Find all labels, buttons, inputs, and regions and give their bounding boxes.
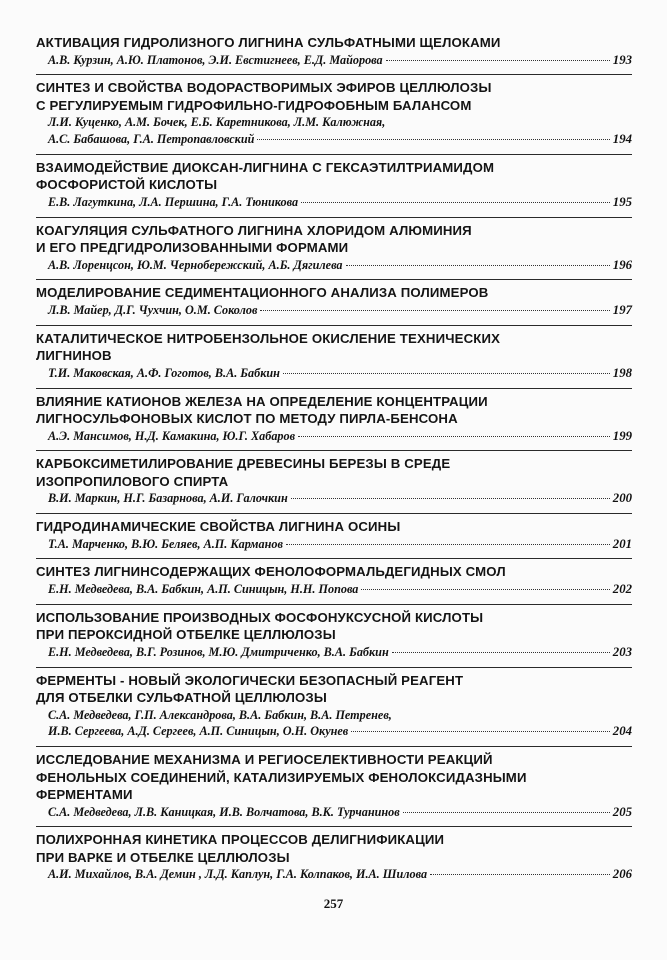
entry-title-line: ИСПОЛЬЗОВАНИЕ ПРОИЗВОДНЫХ ФОСФОНУКСУСНОЙ КИСЛОТЫ [36, 609, 484, 625]
authors-text: Т.И. Маковская, А.Ф. Гоготов, В.А. Бабкин [48, 365, 280, 380]
toc-entry [36, 672, 632, 741]
entry-title-line: ЛИГНОСУЛЬФОНОВЫХ КИСЛОТ ПО МЕТОДУ ПИРЛА-БЕНСОНА [36, 411, 458, 427]
entry-authors-line [36, 644, 632, 661]
entry-title-line: ПРИ ПЕРОКСИДНОЙ ОТБЕЛКЕ ЦЕЛЛЮЛОЗЫ [36, 627, 336, 643]
entry-title-line: АКТИВАЦИЯ ГИДРОЛИЗНОГО ЛИГНИНА СУЛЬФАТНЫМИ ЩЕЛОКАМИ [36, 35, 501, 50]
authors-text: Е.Н. Медведева, В.Г. Розинов, М.Ю. Дмитриченко, В.А. Бабкин [48, 644, 389, 659]
entry-authors-line [36, 302, 632, 319]
entry-page-number: 199 [612, 428, 632, 443]
authors-text: Е.В. Лагуткина, Л.А. Першина, Г.А. Тюникова [48, 194, 299, 209]
entry-separator [36, 667, 632, 668]
entry-separator [36, 217, 632, 218]
entry-title-line: КАТАЛИТИЧЕСКОЕ НИТРОБЕНЗОЛЬНОЕ ОКИСЛЕНИЕ ТЕХНИЧЕСКИХ [36, 330, 501, 346]
dot-leader [430, 873, 610, 875]
dot-leader [392, 651, 610, 653]
toc-entry [36, 393, 632, 445]
entry-separator [36, 74, 632, 75]
entry-authors-line [36, 131, 632, 148]
entry-separator [36, 746, 632, 747]
entry-title-line: ГИДРОДИНАМИЧЕСКИЕ СВОЙСТВА ЛИГНИНА ОСИНЫ [36, 519, 401, 535]
entry-authors-line [36, 365, 632, 382]
entry-page-number: 205 [612, 804, 632, 819]
entry-title-line: ФЕНОЛЬНЫХ СОЕДИНЕНИЙ, КАТАЛИЗИРУЕМЫХ ФЕНОЛОКСИДАЗНЫМИ [36, 769, 527, 785]
entry-authors-line [36, 194, 632, 211]
entry-title-line: ФЕРМЕНТАМИ [36, 787, 133, 803]
toc-entry [36, 518, 632, 552]
entry-page-number: 198 [612, 365, 632, 380]
entry-authors-line [36, 707, 632, 724]
entry-page-number: 196 [612, 257, 632, 272]
authors-text: Т.А. Марченко, В.Ю. Беляев, А.П. Карманов [48, 536, 283, 551]
entry-title-line: ПРИ ВАРКЕ И ОТБЕЛКЕ ЦЕЛЛЮЛОЗЫ [36, 849, 290, 865]
entry-page-number: 195 [612, 194, 632, 209]
dot-leader [346, 264, 610, 266]
entry-title-line: КОАГУЛЯЦИЯ СУЛЬФАТНОГО ЛИГНИНА ХЛОРИДОМ АЛЮМИНИЯ [36, 222, 472, 238]
entry-page-number: 203 [612, 644, 632, 659]
entry-separator [36, 604, 632, 605]
entry-title-line: СИНТЕЗ И СВОЙСТВА ВОДОРАСТВОРИМЫХ ЭФИРОВ ЦЕЛЛЮЛОЗЫ [36, 80, 492, 96]
entry-authors-line [36, 257, 632, 274]
entry-title-line: МОДЕЛИРОВАНИЕ СЕДИМЕНТАЦИОННОГО АНАЛИЗА ПОЛИМЕРОВ [36, 285, 489, 301]
authors-text: Л.И. Куценко, А.М. Бочек, Е.Б. Каретникова, Л.М. Калюжная, [48, 115, 386, 130]
toc-entry [36, 831, 632, 883]
toc-entry [36, 609, 632, 661]
entry-title-line: ИЗОПРОПИЛОВОГО СПИРТА [36, 473, 229, 489]
authors-text: А.И. Михайлов, В.А. Демин , Л.Д. Каплун, Г.А. Колпаков, И.А. Шилова [48, 867, 428, 882]
entry-page-number: 201 [612, 536, 632, 551]
dot-leader [257, 138, 609, 140]
dot-leader [351, 730, 610, 732]
entry-title-line: ИССЛЕДОВАНИЕ МЕХАНИЗМА И РЕГИОСЕЛЕКТИВНОСТИ РЕАКЦИЙ [36, 752, 493, 768]
entry-title-line: ПОЛИХРОННАЯ КИНЕТИКА ПРОЦЕССОВ ДЕЛИГНИФИКАЦИИ [36, 832, 445, 848]
authors-text: А.Э. Мансимов, Н.Д. Камакина, Ю.Г. Хабаров [48, 428, 296, 443]
entry-title-line: ФЕРМЕНТЫ - НОВЫЙ ЭКОЛОГИЧЕСКИ БЕЗОПАСНЫЙ РЕАГЕНТ [36, 672, 464, 688]
authors-text: Е.Н. Медведева, В.А. Бабкин, А.П. Синицын, Н.Н. Попова [48, 581, 359, 596]
entry-page-number: 193 [612, 52, 632, 67]
authors-text: И.В. Сергеева, А.Д. Сергеев, А.П. Синицын, О.Н. Окунев [48, 724, 349, 739]
entry-title-line: И ЕГО ПРЕДГИДРОЛИЗОВАННЫМИ ФОРМАМИ [36, 240, 349, 256]
authors-text: Л.В. Майер, Д.Г. Чухчин, О.М. Соколов [48, 302, 258, 317]
authors-text: А.С. Бабашова, Г.А. Петропавловский [48, 132, 255, 147]
entry-authors-line [36, 723, 632, 740]
entry-page-number: 202 [612, 581, 632, 596]
entry-page-number: 206 [612, 867, 632, 882]
entry-title-line: С РЕГУЛИРУЕМЫМ ГИДРОФИЛЬНО-ГИДРОФОБНЫМ БАЛАНСОМ [36, 97, 472, 113]
entry-authors-line [36, 866, 632, 883]
entry-title-line: ДЛЯ ОТБЕЛКИ СУЛЬФАТНОЙ ЦЕЛЛЮЛОЗЫ [36, 690, 327, 706]
entry-separator [36, 325, 632, 326]
toc-entry [36, 79, 632, 148]
entry-authors-line [36, 428, 632, 445]
dot-leader [386, 59, 610, 61]
table-of-contents [36, 34, 632, 889]
entry-authors-line [36, 536, 632, 553]
toc-entry [36, 222, 632, 274]
authors-text: С.А. Медведева, Л.В. Каницкая, И.В. Волчатова, В.К. Турчанинов [48, 804, 400, 819]
entry-separator [36, 513, 632, 514]
entry-authors-line [36, 490, 632, 507]
entry-title-line: КАРБОКСИМЕТИЛИРОВАНИЕ ДРЕВЕСИНЫ БЕРЕЗЫ В СРЕДЕ [36, 456, 451, 472]
dot-leader [286, 543, 610, 545]
entry-authors-line [36, 114, 632, 131]
entry-page-number: 204 [612, 724, 632, 739]
toc-entry [36, 159, 632, 211]
dot-leader [298, 435, 610, 437]
entry-separator [36, 450, 632, 451]
dot-leader [361, 588, 609, 590]
entry-title-line: ВЗАИМОДЕЙСТВИЕ ДИОКСАН-ЛИГНИНА С ГЕКСАЭТИЛТРИАМИДОМ [36, 159, 495, 175]
page-number: 257 [323, 896, 344, 911]
dot-leader [291, 497, 610, 499]
toc-entry [36, 751, 632, 820]
toc-entry [36, 34, 632, 68]
dot-leader [301, 201, 610, 203]
entry-title-line: ЛИГНИНОВ [36, 348, 112, 364]
entry-separator [36, 154, 632, 155]
authors-text: А.В. Лоренцсон, Ю.М. Чернобережский, А.Б. Дягилева [48, 257, 343, 272]
entry-separator [36, 826, 632, 827]
entry-title-line: СИНТЕЗ ЛИГНИНСОДЕРЖАЩИХ ФЕНОЛОФОРМАЛЬДЕГИДНЫХ СМОЛ [36, 564, 506, 580]
entry-page-number: 200 [612, 491, 632, 506]
dot-leader [283, 372, 610, 374]
toc-entry [36, 284, 632, 318]
toc-entry [36, 563, 632, 597]
toc-entry [36, 330, 632, 382]
entry-page-number: 194 [612, 132, 632, 147]
entry-authors-line [36, 804, 632, 821]
dot-leader [403, 811, 610, 813]
entry-separator [36, 388, 632, 389]
entry-separator [36, 279, 632, 280]
entry-authors-line [36, 52, 632, 69]
entry-separator [36, 558, 632, 559]
authors-text: С.А. Медведева, Г.П. Александрова, В.А. Бабкин, В.А. Петренев, [48, 707, 392, 722]
entry-authors-line [36, 581, 632, 598]
dot-leader [260, 309, 609, 311]
authors-text: В.И. Маркин, Н.Г. Базарнова, А.И. Галочкин [48, 491, 288, 506]
toc-entry [36, 455, 632, 507]
authors-text: А.В. Курзин, А.Ю. Платонов, Э.И. Евстигнеев, Е.Д. Майорова [48, 52, 383, 67]
entry-page-number: 197 [612, 302, 632, 317]
entry-title-line: ФОСФОРИСТОЙ КИСЛОТЫ [36, 177, 218, 193]
entry-title-line: ВЛИЯНИЕ КАТИОНОВ ЖЕЛЕЗА НА ОПРЕДЕЛЕНИЕ КОНЦЕНТРАЦИИ [36, 393, 488, 409]
